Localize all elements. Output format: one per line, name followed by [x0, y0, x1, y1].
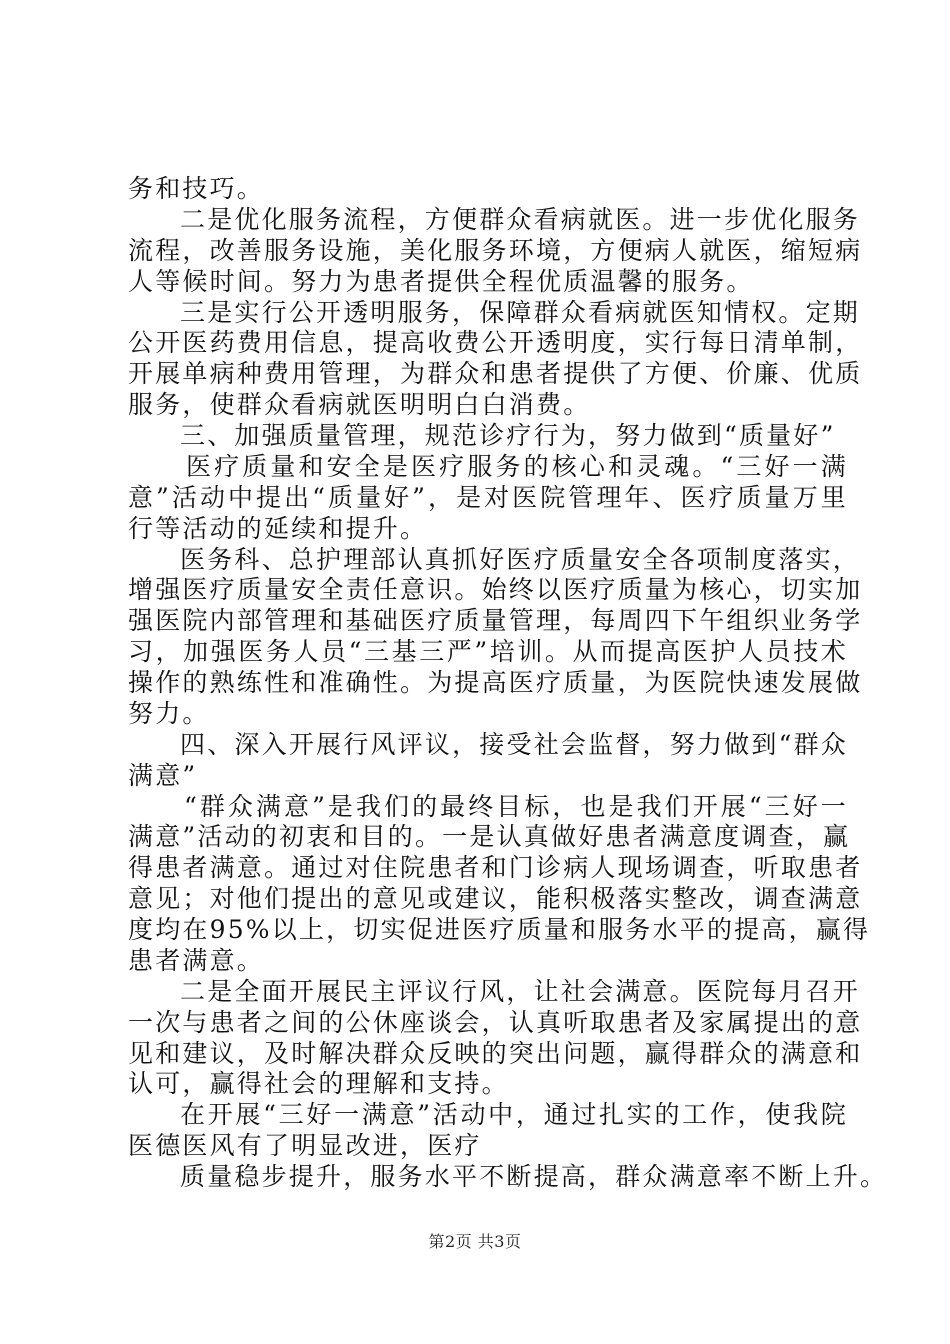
section-heading-four: 四、深入开展行风评议，接受社会监督，努力做到“群众 [180, 730, 848, 759]
body-text-line: 认可，赢得社会的理解和支持。 [128, 1069, 509, 1098]
body-text-line: 流程，改善服务设施，美化服务环境，方便病人就医，缩短病 [128, 236, 863, 265]
body-text-line: 质量稳步提升，服务水平不断提高，群众满意率不断上升。 [180, 1162, 888, 1191]
page-footer: 第2页 共3页 [428, 1232, 522, 1251]
body-text-line: 务和技巧。 [128, 174, 265, 203]
body-text-line: 见和建议，及时解决群众反映的突出问题，赢得群众的满意和 [128, 1039, 863, 1068]
section-heading-four-cont: 满意” [128, 761, 198, 790]
paragraph-first-line: “群众满意”是我们的最终目标，也是我们开展“三好一 [184, 792, 848, 821]
body-text-line: 度均在95%以上，切实促进医疗质量和服务水平的提高，赢得 [128, 915, 871, 944]
paragraph-first-line: 医务科、总护理部认真抓好医疗质量安全各项制度落实， [180, 545, 861, 574]
body-text-line: 操作的熟练性和准确性。为提高医疗质量，为医院快速发展做 [128, 668, 863, 697]
body-text-line: 开展单病种费用管理，为群众和患者提供了方便、价廉、优质 [128, 359, 863, 388]
body-text-line: 强医院内部管理和基础医疗质量管理，每周四下午组织业务学 [128, 606, 863, 635]
body-text-line: 习，加强医务人员“三基三严”培训。从而提高医护人员技术 [128, 637, 848, 666]
paragraph-first-line: 医疗质量和安全是医疗服务的核心和灵魂。“三好一满 [186, 452, 848, 481]
body-text-line: 公开医药费用信息，提高收费公开透明度，实行每日清单制， [128, 328, 863, 357]
section-heading-three: 三、加强质量管理，规范诊疗行为，努力做到“质量好” [180, 421, 836, 450]
paragraph-first-line: 在开展“三好一满意”活动中，通过扎实的工作，使我院 [180, 1100, 848, 1129]
body-text-line: 增强医疗质量安全责任意识。始终以医疗质量为核心，切实加 [128, 575, 863, 604]
body-text-line: 意”活动中提出“质量好”，是对医院管理年、医疗质量万里 [128, 483, 848, 512]
paragraph-first-line: 二是优化服务流程，方便群众看病就医。进一步优化服务 [180, 205, 861, 234]
body-text-line: 一次与患者之间的公休座谈会，认真听取患者及家属提出的意 [128, 1008, 863, 1037]
body-text-line: 医德医风有了明显改进，医疗 [128, 1131, 482, 1160]
body-text-line: 得患者满意。通过对住院患者和门诊病人现场调查，听取患者 [128, 853, 863, 882]
body-text-line: 患者满意。 [128, 946, 265, 975]
paragraph-first-line: 三是实行公开透明服务，保障群众看病就医知情权。定期 [180, 298, 861, 327]
body-text-line: 意见；对他们提出的意见或建议，能积极落实整改，调查满意 [128, 884, 863, 913]
paragraph-first-line: 二是全面开展民主评议行风，让社会满意。医院每月召开 [180, 977, 861, 1006]
body-text-line: 满意”活动的初衷和目的。一是认真做好患者满意度调查，赢 [128, 822, 851, 851]
body-text-line: 服务，使群众看病就医明明白白消费。 [128, 390, 591, 419]
body-text-line: 努力。 [128, 699, 210, 728]
body-text-line: 行等活动的延续和提升。 [128, 514, 428, 543]
body-text-line: 人等候时间。努力为患者提供全程优质温馨的服务。 [128, 267, 754, 296]
